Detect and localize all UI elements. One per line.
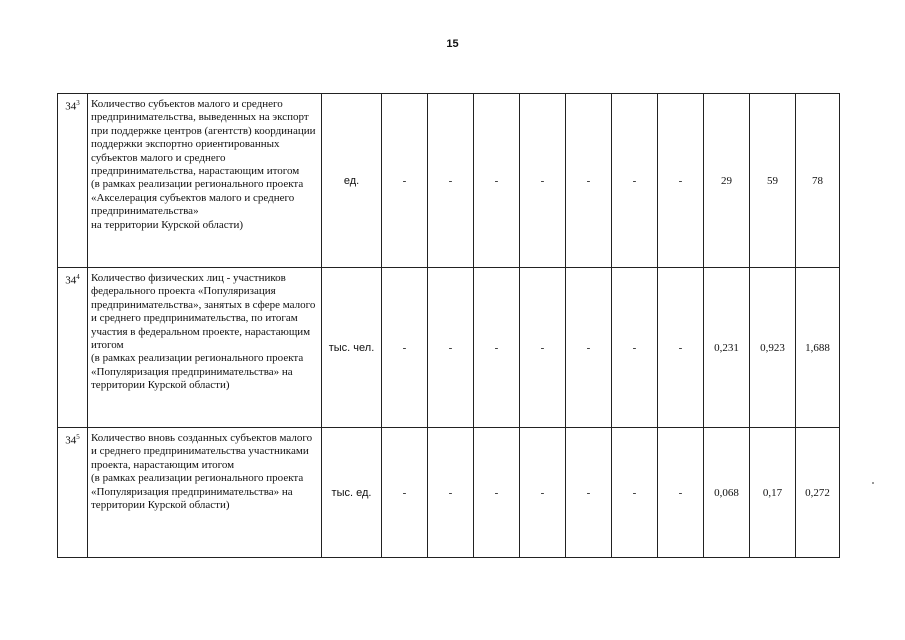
row-number-superscript: 4 — [76, 273, 80, 281]
unit-cell: тыс. чел. — [322, 268, 382, 428]
empty-value-cell: - — [612, 428, 658, 558]
table-row — [58, 94, 840, 268]
empty-value-cell: - — [428, 94, 474, 268]
unit-cell: ед. — [322, 94, 382, 268]
value-cell: 0,923 — [750, 268, 796, 428]
page-number: 15 — [446, 38, 459, 50]
row-number-superscript: 5 — [76, 433, 80, 441]
empty-value-cell: - — [382, 94, 428, 268]
value-cell: 0,17 — [750, 428, 796, 558]
empty-value-cell: - — [428, 428, 474, 558]
row-number — [58, 94, 88, 268]
row-number-main: 34 — [65, 434, 77, 447]
indicator-description: Количество вновь созданных субъектов малого и среднего предпринимательства участниками проекта, нарастающим итогом (в рамках реализации регионального проекта «Популяризация предпринимательства» на территории Курской области) — [88, 428, 322, 558]
empty-value-cell: - — [520, 268, 566, 428]
empty-value-cell: - — [612, 94, 658, 268]
value-cell: 78 — [796, 94, 840, 268]
indicator-description: Количество субъектов малого и среднего предпринимательства, выведенных на экспорт при поддержке центров (агентств) координации поддержки экспортно ориентированных субъектов малого и среднего предпринимательства, нарастающим итогом (в рамках реализации регионального проекта «Акселерация субъектов малого и среднего предпринимательства» на территории Курской области) — [88, 94, 322, 268]
empty-value-cell: - — [658, 94, 704, 268]
indicator-table — [57, 93, 840, 558]
value-cell: 29 — [704, 94, 750, 268]
indicator-description: Количество физических лиц - участников федерального проекта «Популяризация предпринимательства», занятых в сфере малого и среднего предпринимательства, по итогам участия в федеральном проекте, нарастающим итогом (в рамках реализации регионального проекта «Популяризация предпринимательства» на территории Курской области) — [88, 268, 322, 428]
scan-speck — [872, 482, 874, 484]
value-cell: 1,688 — [796, 268, 840, 428]
value-cell: 0,068 — [704, 428, 750, 558]
table-row — [58, 428, 840, 558]
table-body — [58, 94, 840, 558]
empty-value-cell: - — [474, 428, 520, 558]
empty-value-cell: - — [382, 428, 428, 558]
empty-value-cell: - — [658, 268, 704, 428]
row-number-superscript: 3 — [76, 99, 80, 107]
empty-value-cell: - — [520, 94, 566, 268]
value-cell: 0,272 — [796, 428, 840, 558]
empty-value-cell: - — [382, 268, 428, 428]
empty-value-cell: - — [520, 428, 566, 558]
empty-value-cell: - — [658, 428, 704, 558]
empty-value-cell: - — [428, 268, 474, 428]
row-number-main: 34 — [65, 274, 77, 287]
value-cell: 59 — [750, 94, 796, 268]
row-number — [58, 268, 88, 428]
empty-value-cell: - — [474, 268, 520, 428]
empty-value-cell: - — [566, 94, 612, 268]
table-row — [58, 268, 840, 428]
row-number-main: 34 — [65, 100, 77, 113]
empty-value-cell: - — [566, 428, 612, 558]
empty-value-cell: - — [612, 268, 658, 428]
row-number — [58, 428, 88, 558]
unit-cell: тыс. ед. — [322, 428, 382, 558]
value-cell: 0,231 — [704, 268, 750, 428]
empty-value-cell: - — [566, 268, 612, 428]
empty-value-cell: - — [474, 94, 520, 268]
